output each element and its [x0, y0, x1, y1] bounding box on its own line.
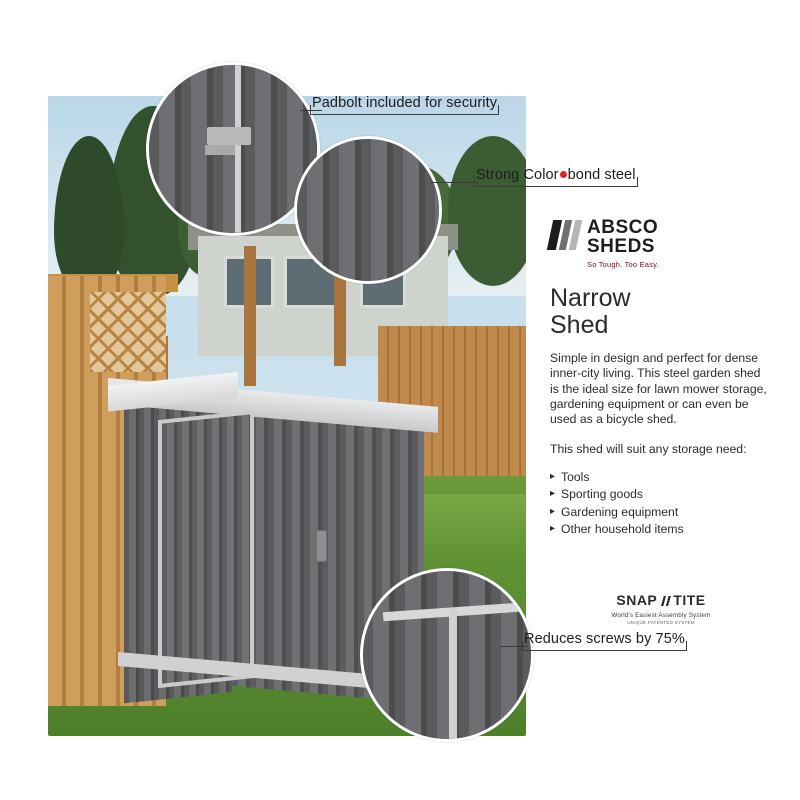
porch-post	[244, 246, 256, 386]
product-suit-text: This shed will suit any storage need:	[550, 441, 747, 456]
label-underline	[522, 650, 687, 651]
label-part-strong: Strong	[476, 167, 524, 183]
absco-logo-icon	[550, 220, 580, 250]
snaptite-sub: World's Easiest Assembly System	[611, 612, 711, 619]
product-title-line2: Shed	[550, 310, 609, 339]
brand-name-line1: ABSCO	[587, 217, 659, 238]
brand-text	[587, 218, 659, 269]
callout-label-text	[476, 167, 636, 183]
snaptite-wordmark	[616, 593, 705, 607]
label-tick	[498, 105, 499, 115]
panel-seam	[449, 609, 457, 739]
snaptite-word2: TITE	[673, 592, 706, 608]
label-part-bond: bond	[567, 167, 601, 183]
brand-lockup	[550, 218, 770, 269]
list-item: ▸ Other household items	[550, 521, 770, 538]
product-title-line1: Narrow	[550, 283, 631, 312]
label-tick	[686, 641, 687, 651]
page-title	[550, 285, 770, 339]
shed-door	[158, 410, 254, 688]
label-tick	[474, 177, 475, 187]
padbolt-bar	[205, 145, 235, 155]
lattice-panel	[90, 292, 166, 372]
label-tick	[310, 105, 311, 115]
brand-tagline: So Tough. Too Easy.	[587, 259, 659, 269]
product-description: Simple in design and perfect for dense inner-city living. This steel garden shed is the ideal size for lawn mower storage, gardening equipment or can even be used as a bicycle shed.	[550, 350, 767, 427]
leader-line	[430, 182, 478, 183]
snaptite-slash-icon	[657, 596, 673, 606]
steel-ribs	[363, 571, 531, 739]
callout-label-colorbond	[474, 164, 638, 187]
padbolt-icon	[207, 127, 251, 145]
callout-colorbond-image	[294, 136, 442, 284]
door-seam	[235, 65, 241, 233]
list-item: ▸ Gardening equipment	[550, 504, 770, 521]
feature-list	[550, 469, 770, 538]
label-part-color: Color	[523, 167, 559, 183]
product-info-panel	[550, 218, 770, 538]
snaptite-word1: SNAP	[616, 592, 658, 608]
brand-name-line2: SHEDS	[587, 236, 655, 258]
colorbond-dot-icon	[560, 171, 567, 178]
list-item: ▸ Tools	[550, 469, 770, 486]
snaptite-logo	[598, 592, 724, 625]
label-underline	[310, 114, 499, 115]
callout-label-screws	[522, 628, 687, 651]
callout-screws-image	[360, 568, 534, 742]
label-tick	[522, 641, 523, 651]
callout-label-text: Reduces screws by 75%	[524, 631, 685, 647]
label-part-steel: steel	[600, 167, 636, 183]
snaptite-sub2: UNIQUE PATENTED SYSTEM	[627, 620, 695, 625]
list-item: ▸ Sporting goods	[550, 486, 770, 503]
callout-label-padbolt	[310, 92, 499, 115]
steel-ribs	[297, 139, 439, 281]
label-tick	[637, 177, 638, 187]
door-handle-icon	[316, 530, 327, 562]
label-underline	[474, 186, 638, 187]
callout-label-text: Padbolt included for security	[312, 95, 498, 111]
